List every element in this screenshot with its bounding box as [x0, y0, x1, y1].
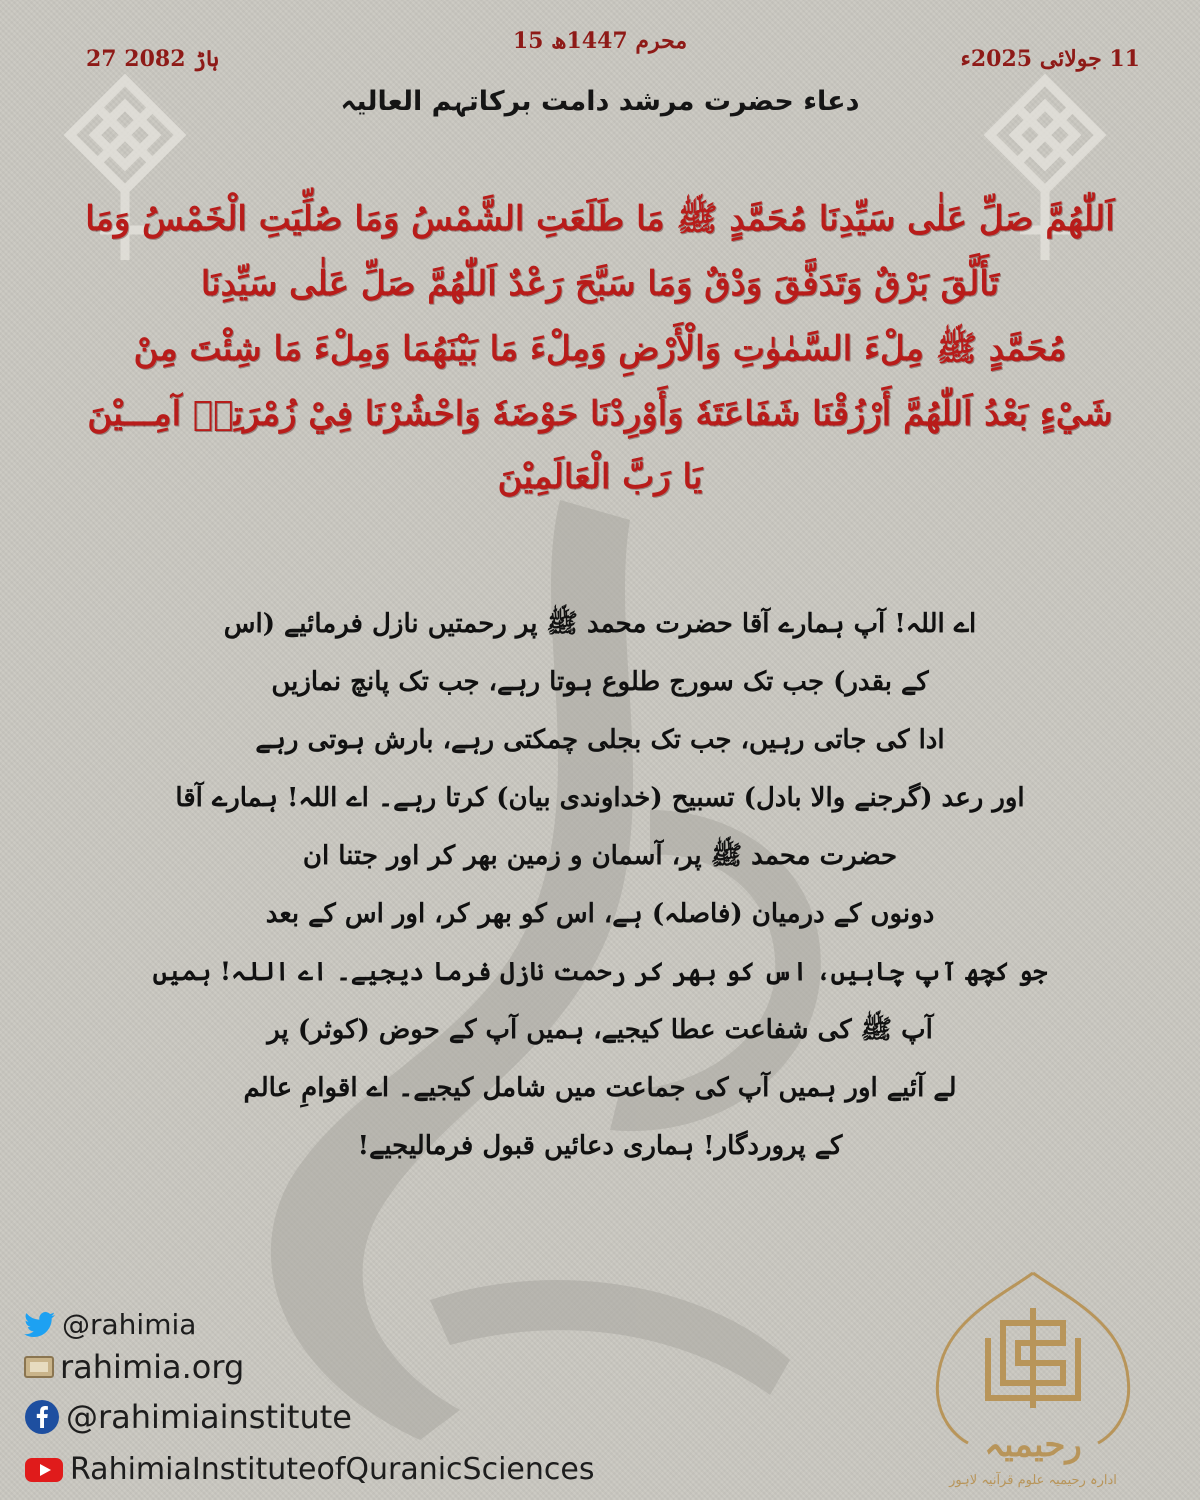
- logo-subtitle: ادارہ رحیمیہ علوم قرآنیہ لاہور: [949, 1473, 1117, 1488]
- twitter-link[interactable]: [24, 1308, 196, 1341]
- date-gregorian: 11 جولائی 2025ء: [960, 46, 1140, 72]
- urdu-translation-line: کے بقدر) جب تک سورج طلوع ہوتا رہے، جب تک پانچ نمازیں: [271, 667, 929, 697]
- youtube-link[interactable]: [24, 1452, 594, 1487]
- urdu-translation-line: جو کچھ آپ چاہیں، اس کو بھر کر رحمت نازل فرما دیجیے۔ اے اللہ! ہمیں: [152, 957, 1048, 986]
- website-url: rahimia.org: [60, 1348, 245, 1386]
- facebook-link[interactable]: [24, 1398, 352, 1436]
- facebook-handle: @rahimiainstitute: [66, 1398, 352, 1436]
- globe-icon: [24, 1354, 54, 1380]
- youtube-channel: RahimiaInstituteofQuranicSciences: [70, 1452, 595, 1487]
- urdu-translation-line: ادا کی جاتی رہیں، جب تک بجلی چمکتی رہے، بارش ہوتی رہے: [255, 725, 945, 755]
- twitter-bird-icon: [24, 1311, 56, 1339]
- page-title: دعاء حضرت مرشد دامت برکاتہم العالیہ: [340, 86, 860, 117]
- urdu-translation-line: اے اللہ! آپ ہمارے آقا حضرت محمد ﷺ پر رحمتیں نازل فرمائیے (اس: [223, 609, 977, 639]
- date-hijri: 15 محرم 1447ھ: [512, 28, 688, 54]
- arabic-dua-line: يَا رَبَّ الْعَالَمِيْنَ: [497, 457, 703, 497]
- website-link[interactable]: [24, 1348, 244, 1386]
- urdu-translation-line: کے پروردگار! ہماری دعائیں قبول فرمالیجیے!: [357, 1131, 843, 1161]
- arabic-dua-line: شَيْءٍ بَعْدُ اَللّٰهُمَّ أَرْزُقْنَا شَفَاعَتَهٗ وَأَوْرِدْنَا حَوْضَهٗ وَاحْشُرْنَا فِيْ زُمْرَتِهٖ آمِـــيْنَ: [87, 394, 1113, 434]
- twitter-handle: @rahimia: [62, 1308, 197, 1341]
- urdu-translation-line: لے آئیے اور ہمیں آپ کی جماعت میں شامل کیجیے۔ اے اقوامِ عالم: [243, 1073, 957, 1103]
- arabic-dua-line: تَأَلَّقَ بَرْقٌ وَتَدَفَّقَ وَدْقٌ وَمَا سَبَّحَ رَعْدٌ اَللّٰهُمَّ صَلِّ عَلٰى سَيِّدِنَا: [200, 264, 1000, 304]
- urdu-translation-line: اور رعد (گرجنے والا بادل) تسبیح (خداوندی بیان) کرتا رہے۔ اے اللہ! ہمارے آقا: [175, 783, 1025, 813]
- logo-name: رحیمیہ: [984, 1425, 1082, 1465]
- rahimia-logo: [918, 1268, 1148, 1493]
- urdu-translation-line: حضرت محمد ﷺ پر، آسمان و زمین بھر کر اور جتنا ان: [302, 841, 898, 871]
- urdu-translation-line: آپ ﷺ کی شفاعت عطا کیجیے، ہمیں آپ کے حوض (کوثر) پر: [267, 1015, 933, 1045]
- arabic-dua-line: اَللّٰهُمَّ صَلِّ عَلٰى سَيِّدِنَا مُحَمَّدٍ ﷺ مَا طَلَعَتِ الشَّمْسُ وَمَا صُلِّيَتِ الْخَمْسُ وَمَا: [85, 199, 1115, 239]
- facebook-icon: [24, 1399, 60, 1435]
- date-bikrami: 27 ہاڑ 2082: [86, 46, 219, 72]
- arabic-dua-line: مُحَمَّدٍ ﷺ مِلْءَ السَّمٰوٰتِ وَالْأَرْضِ وَمِلْءَ مَا بَيْنَهُمَا وَمِلْءَ مَا شِئْتَ مِنْ: [133, 329, 1067, 369]
- urdu-translation-line: دونوں کے درمیان (فاصلہ) ہے، اس کو بھر کر، اور اس کے بعد: [265, 899, 935, 929]
- youtube-icon: [24, 1456, 64, 1484]
